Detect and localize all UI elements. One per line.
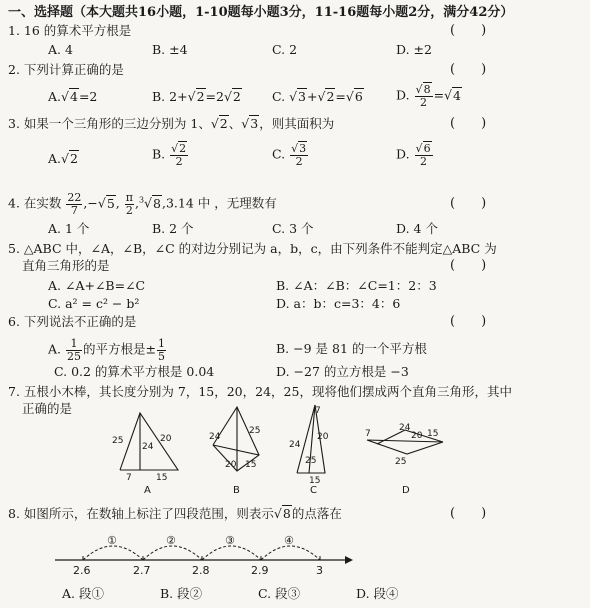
stem-text: ,: [134, 195, 139, 211]
triangle-figure-b: [205, 405, 275, 485]
option-label: A.: [48, 151, 62, 166]
sqrt-sign: √: [187, 89, 196, 104]
q8-option-c: C. 段③: [258, 586, 301, 601]
radicand: 8: [423, 83, 431, 96]
length-label: 7: [126, 473, 132, 483]
sqrt-sign: √: [289, 89, 298, 104]
sqrt-sign: √: [345, 89, 354, 104]
segment-label: ④: [284, 534, 294, 547]
q8-option-d: D. 段④: [356, 586, 399, 601]
sqrt-sign: √: [415, 142, 423, 155]
stem-text: 的点落在: [291, 506, 342, 521]
segment-label: ②: [166, 534, 176, 547]
denominator: 2: [125, 203, 133, 217]
question-5-stem: 5. △ABC 中，∠A，∠B，∠C 的对边分别记为 a，b，c，由下列条件不能判定△ABC 为: [8, 241, 497, 256]
length-label: 25: [112, 436, 124, 446]
denominator: 25: [67, 349, 81, 363]
radicand: 3: [298, 89, 306, 104]
stem-text: ,: [115, 195, 120, 211]
stem-text: ，则其面积为: [259, 116, 335, 131]
denominator: 5: [157, 349, 165, 363]
sqrt-sign: √: [171, 142, 179, 155]
figure-label-c: C: [310, 485, 317, 496]
q6-option-a: [48, 338, 167, 362]
segment-label: ③: [225, 534, 235, 547]
question-4-stem: [8, 192, 277, 216]
answer-paren: ( ): [450, 258, 487, 273]
q6-option-b: B. −9 是 81 的一个平方根: [276, 341, 427, 356]
q5-option-c: C. a² = c² − b²: [48, 296, 140, 311]
stem-text: 8. 如图所示，在数轴上标注了四段范围，则表示: [8, 506, 274, 521]
option-label: C.: [272, 89, 286, 104]
sqrt-sign: √: [144, 195, 153, 211]
question-8-stem: [8, 508, 342, 521]
sqrt-sign: √: [223, 89, 232, 104]
q2-option-c: [272, 91, 364, 104]
triangle-figure-a: [110, 405, 190, 495]
q3-option-c: [272, 143, 309, 167]
sqrt-sign: √: [291, 142, 299, 155]
figure-label-b: B: [233, 485, 240, 496]
tick-label: 2.9: [251, 564, 269, 577]
length-label: 24: [209, 432, 221, 442]
denominator: 2: [175, 154, 183, 168]
fraction: [66, 192, 82, 216]
fraction: [66, 338, 82, 362]
radicand: 8: [153, 195, 161, 211]
q1-option-a: A. 4: [48, 42, 73, 57]
question-1-stem: 1. 16 的算术平方根是: [8, 23, 132, 38]
length-label: 15: [427, 429, 439, 439]
radicand: 6: [354, 89, 363, 104]
length-label: 7: [365, 429, 371, 439]
tick-label: 3: [316, 564, 323, 577]
q3-option-b: [152, 143, 189, 167]
length-label: 25: [395, 457, 407, 467]
answer-paren: ( ): [450, 23, 487, 38]
q3-option-a: [48, 153, 79, 166]
sqrt-sign: √: [317, 89, 326, 104]
question-7-stem-cont: 正确的是: [22, 401, 73, 416]
radicand: 2: [69, 151, 78, 166]
expr-text: =2: [78, 89, 98, 104]
radicand: 3: [299, 142, 307, 155]
radicand: 2: [179, 142, 187, 155]
q8-option-a: A. 段①: [62, 586, 104, 601]
length-label: 25: [305, 456, 317, 466]
q2-option-a: [48, 91, 97, 104]
segment-label: ①: [107, 534, 117, 547]
length-label: 15: [156, 473, 168, 483]
radicand: 2: [196, 89, 205, 104]
option-label: D.: [396, 87, 410, 103]
sqrt-sign: √: [241, 116, 250, 131]
radicand: 8: [282, 506, 291, 521]
answer-paren: ( ): [450, 116, 487, 131]
fraction: [290, 143, 308, 167]
radicand: 2: [232, 89, 241, 104]
numerator: 1: [157, 337, 165, 350]
q5-option-b: B. ∠A：∠B：∠C=1：2：3: [276, 278, 437, 293]
radicand: 6: [423, 142, 431, 155]
root-index: 3: [138, 195, 145, 205]
radicand: 5: [106, 195, 115, 211]
q1-option-d: D. ±2: [396, 42, 432, 57]
section-header: 一、选择题（本大题共16小题，1-10题每小题3分，11-16题每小题2分，满分42分）: [8, 5, 514, 20]
denominator: 2: [295, 154, 303, 168]
tick-label: 2.7: [133, 564, 151, 577]
expr-text: =: [335, 89, 346, 104]
triangle-figure-c: [285, 403, 335, 487]
option-label: A.: [48, 89, 62, 104]
length-label: 24: [399, 423, 411, 433]
answer-paren: ( ): [450, 506, 487, 521]
q4-option-b: B. 2 个: [152, 221, 194, 236]
answer-paren: ( ): [450, 314, 487, 329]
length-label: 25: [249, 426, 261, 436]
option-label: C.: [272, 146, 286, 162]
radicand: 2: [219, 116, 228, 131]
sqrt-sign: √: [97, 195, 106, 211]
fraction: [170, 143, 188, 167]
expr-text: +: [307, 89, 318, 104]
length-label: 24: [289, 440, 301, 450]
answer-paren: ( ): [450, 196, 487, 211]
sqrt-sign: √: [444, 87, 453, 103]
q3-option-d: [396, 143, 434, 167]
answer-paren: ( ): [450, 62, 487, 77]
sqrt-sign: √: [210, 116, 219, 131]
number-line: [55, 528, 355, 578]
length-label: 20: [160, 434, 172, 444]
q4-option-d: D. 4 个: [396, 221, 438, 236]
fraction: [157, 338, 166, 362]
fraction: [415, 143, 433, 167]
length-label: 20: [411, 431, 423, 441]
length-label: 15: [245, 460, 257, 470]
sqrt-sign: √: [61, 151, 69, 166]
triangle-figure-d: [363, 418, 453, 468]
sqrt-sign: √: [61, 89, 69, 104]
option-label: B.: [152, 146, 166, 162]
figure-label-a: A: [144, 485, 151, 496]
q6-option-c: C. 0.2 的算术平方根是 0.04: [54, 364, 215, 379]
numerator: 1: [66, 338, 82, 351]
q5-option-a: A. ∠A+∠B=∠C: [48, 278, 146, 293]
stem-text: 4. 在实数: [8, 195, 62, 211]
length-label: 20: [225, 460, 237, 470]
denominator: 2: [420, 154, 428, 168]
length-label: 15: [309, 476, 321, 486]
stem-text: ,−: [83, 195, 98, 211]
radicand: 4: [69, 89, 78, 104]
radicand: 4: [453, 87, 461, 103]
q4-option-c: C. 3 个: [272, 221, 314, 236]
tick-label: 2.6: [73, 564, 91, 577]
fraction: [415, 84, 433, 108]
question-7-stem: 7. 五根小木棒，其长度分别为 7，15，20，24，25，现将他们摆成两个直角三角形，其中: [8, 384, 512, 399]
q8-option-b: B. 段②: [160, 586, 203, 601]
denominator: 2: [420, 95, 428, 109]
sqrt-sign: √: [273, 506, 282, 521]
option-label: B.: [152, 89, 166, 104]
length-label: 24: [142, 442, 154, 452]
stem-text: ,3.14 中 ，无理数有: [161, 195, 277, 211]
expr-text: 2+: [169, 89, 188, 104]
tick-label: 2.8: [192, 564, 210, 577]
q1-option-b: B. ±4: [152, 42, 188, 57]
option-label: A.: [48, 341, 62, 357]
stem-text: 、: [228, 116, 242, 131]
question-5-stem-cont: 直角三角形的是: [22, 258, 110, 273]
radicand: 3: [250, 116, 259, 131]
option-label: D.: [396, 146, 410, 162]
q2-option-d: [396, 84, 462, 108]
question-3-stem: [8, 118, 334, 131]
question-6-stem: 6. 下列说法不正确的是: [8, 314, 137, 329]
length-label: 7: [315, 406, 321, 416]
radicand: 2: [326, 89, 335, 104]
numerator: 22: [67, 191, 82, 204]
question-2-stem: 2. 下列计算正确的是: [8, 62, 124, 77]
q6-option-d: D. −27 的立方根是 −3: [276, 364, 409, 379]
denominator: 7: [70, 203, 78, 217]
q5-option-d: D. a：b：c=3：4：6: [276, 296, 401, 311]
expr-text: 的平方根是±: [83, 341, 156, 357]
fraction: [125, 192, 134, 216]
expr-text: =: [433, 87, 445, 103]
expr-text: =2: [205, 89, 224, 104]
numerator: π: [125, 191, 133, 204]
q4-option-a: A. 1 个: [48, 221, 90, 236]
figure-label-d: D: [402, 485, 410, 496]
q1-option-c: C. 2: [272, 42, 298, 57]
sqrt-sign: √: [415, 83, 423, 96]
length-label: 20: [317, 432, 329, 442]
stem-text: 3. 如果一个三角形的三边分别为 1、: [8, 116, 211, 131]
q2-option-b: [152, 91, 242, 104]
